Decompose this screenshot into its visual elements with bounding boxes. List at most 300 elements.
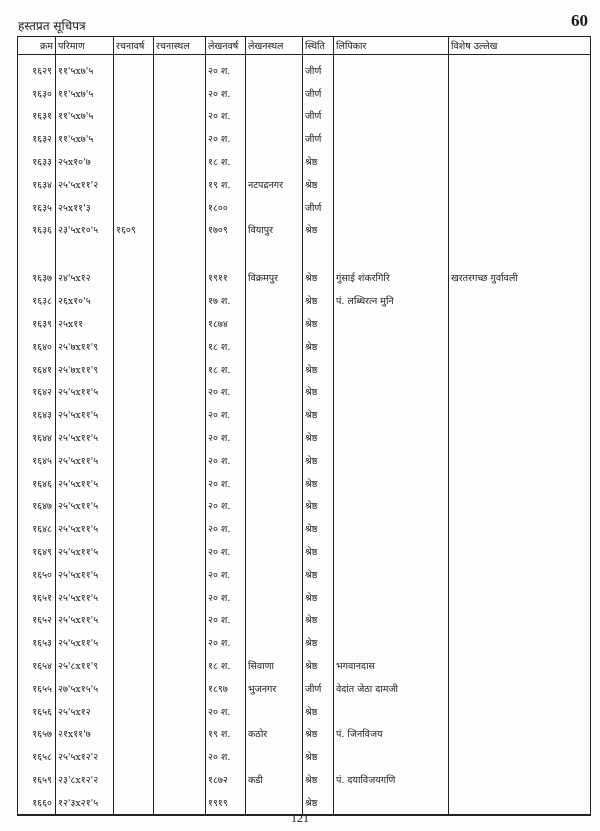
cell-special-note (449, 495, 591, 518)
cell-composition-year: १६०९ (114, 219, 154, 267)
table-row (18, 335, 591, 358)
cell-special-note (449, 335, 591, 358)
cell-condition: श्रेष्ठ (303, 609, 334, 632)
cell-special-note (449, 449, 591, 472)
cell-composition-year (114, 768, 154, 791)
cell-serial-no: १६३८ (18, 289, 56, 312)
cell-composition-place (154, 517, 206, 540)
table-row (18, 312, 591, 335)
cell-composition-place (154, 312, 206, 335)
cell-composition-year (114, 82, 154, 105)
cell-dimensions: २५x११'३ (56, 196, 114, 219)
cell-special-note (449, 700, 591, 723)
cell-composition-year (114, 267, 154, 290)
cell-composition-place (154, 586, 206, 609)
cell-dimensions: २५'५x११'५ (56, 381, 114, 404)
cell-writing-year: २० श. (206, 700, 246, 723)
cell-scribe (334, 745, 449, 768)
cell-condition: श्रेष्ठ (303, 517, 334, 540)
cell-scribe (334, 196, 449, 219)
cell-serial-no: १६३५ (18, 196, 56, 219)
cell-serial-no: १६५० (18, 563, 56, 586)
cell-composition-place (154, 723, 206, 746)
table-row (18, 723, 591, 746)
table-row (18, 105, 591, 128)
cell-writing-year: २० श. (206, 540, 246, 563)
cell-scribe (334, 312, 449, 335)
cell-writing-year: १९ श. (206, 173, 246, 196)
cell-dimensions: २५'५x११'५ (56, 449, 114, 472)
cell-composition-place (154, 82, 206, 105)
cell-scribe (334, 150, 449, 173)
cell-serial-no: १६५४ (18, 654, 56, 677)
cell-special-note (449, 723, 591, 746)
cell-condition: श्रेष्ठ (303, 495, 334, 518)
table-row (18, 745, 591, 768)
cell-scribe (334, 358, 449, 381)
cell-serial-no: १६५२ (18, 609, 56, 632)
cell-scribe: पं. जिनविजय (334, 723, 449, 746)
cell-serial-no: १६४२ (18, 381, 56, 404)
cell-writing-year: १९ श. (206, 723, 246, 746)
cell-writing-year: २० श. (206, 381, 246, 404)
cell-composition-year (114, 449, 154, 472)
cell-scribe (334, 700, 449, 723)
cell-dimensions: २५'७x११'९ (56, 335, 114, 358)
cell-serial-no: १६५७ (18, 723, 56, 746)
cell-writing-year: २० श. (206, 426, 246, 449)
cell-composition-place (154, 267, 206, 290)
cell-scribe (334, 631, 449, 654)
cell-writing-place: सिवाणा (246, 654, 303, 677)
cell-dimensions: २५'५x११'५ (56, 517, 114, 540)
cell-serial-no: १६४९ (18, 540, 56, 563)
cell-special-note (449, 586, 591, 609)
cell-composition-year (114, 312, 154, 335)
cell-writing-year: १८ श. (206, 654, 246, 677)
cell-composition-year (114, 540, 154, 563)
cell-composition-year (114, 358, 154, 381)
cell-writing-place: वियापुर (246, 219, 303, 267)
cell-scribe (334, 517, 449, 540)
page-number-top: 60 (571, 11, 588, 30)
cell-dimensions: २४'५x१२ (56, 267, 114, 290)
cell-writing-year: १८७४ (206, 312, 246, 335)
cell-condition: श्रेष्ठ (303, 150, 334, 173)
cell-special-note (449, 768, 591, 791)
cell-dimensions: २५'८x११'९ (56, 654, 114, 677)
cell-dimensions: २५'५x११'५ (56, 472, 114, 495)
table-row (18, 82, 591, 105)
cell-scribe (334, 219, 449, 267)
table-row (18, 768, 591, 791)
cell-special-note (449, 563, 591, 586)
cell-writing-year: १८ श. (206, 335, 246, 358)
cell-writing-year: २० श. (206, 127, 246, 150)
cell-composition-year (114, 335, 154, 358)
cell-writing-place (246, 426, 303, 449)
cell-scribe (334, 173, 449, 196)
table-row (18, 563, 591, 586)
page-number-bottom: 121 (291, 811, 309, 825)
table-row (18, 700, 591, 723)
page-title: हस्तप्रत सूचिपत्र (18, 19, 86, 33)
cell-condition: श्रेष्ठ (303, 358, 334, 381)
cell-composition-year (114, 654, 154, 677)
cell-scribe: गुंसाई शंकरगिरि (334, 267, 449, 290)
table-row (18, 631, 591, 654)
cell-composition-place (154, 654, 206, 677)
cell-serial-no: १६४४ (18, 426, 56, 449)
cell-dimensions: २५'५x११'५ (56, 426, 114, 449)
catalog-table (17, 36, 591, 816)
cell-serial-no: १६४६ (18, 472, 56, 495)
cell-writing-place (246, 150, 303, 173)
cell-dimensions: २५x११ (56, 312, 114, 335)
cell-condition: श्रेष्ठ (303, 267, 334, 290)
cell-serial-no: १६६० (18, 791, 56, 815)
cell-composition-place (154, 289, 206, 312)
cell-writing-year: १९१९ (206, 791, 246, 815)
cell-special-note (449, 403, 591, 426)
table-row (18, 196, 591, 219)
cell-writing-year: २० श. (206, 586, 246, 609)
cell-composition-place (154, 495, 206, 518)
cell-writing-year: २० श. (206, 82, 246, 105)
cell-condition: श्रेष्ठ (303, 745, 334, 768)
cell-serial-no: १६४७ (18, 495, 56, 518)
cell-writing-place (246, 312, 303, 335)
cell-special-note (449, 219, 591, 267)
cell-dimensions: २३'८x१२'२ (56, 768, 114, 791)
cell-special-note (449, 196, 591, 219)
cell-writing-place (246, 403, 303, 426)
cell-writing-place (246, 472, 303, 495)
cell-dimensions: २७'५x१५'५ (56, 677, 114, 700)
cell-serial-no: १६३२ (18, 127, 56, 150)
table-row (18, 127, 591, 150)
cell-scribe (334, 426, 449, 449)
cell-scribe (334, 105, 449, 128)
column-header-dimensions: परिमाण (56, 37, 114, 55)
cell-condition: श्रेष्ठ (303, 723, 334, 746)
cell-writing-place (246, 335, 303, 358)
cell-serial-no: १६४१ (18, 358, 56, 381)
cell-serial-no: १६३७ (18, 267, 56, 290)
cell-dimensions: २१x११'७ (56, 723, 114, 746)
cell-writing-place (246, 105, 303, 128)
cell-special-note (449, 517, 591, 540)
cell-writing-year: २० श. (206, 745, 246, 768)
cell-writing-year: १७०९ (206, 219, 246, 267)
table-row (18, 586, 591, 609)
cell-scribe (334, 381, 449, 404)
cell-composition-place (154, 609, 206, 632)
cell-composition-place (154, 127, 206, 150)
cell-writing-year: २० श. (206, 609, 246, 632)
cell-writing-place (246, 586, 303, 609)
cell-serial-no: १६५३ (18, 631, 56, 654)
cell-special-note (449, 745, 591, 768)
cell-condition: श्रेष्ठ (303, 335, 334, 358)
cell-condition: श्रेष्ठ (303, 563, 334, 586)
cell-special-note (449, 55, 591, 82)
cell-writing-place (246, 563, 303, 586)
cell-condition: श्रेष्ठ (303, 586, 334, 609)
table-row (18, 381, 591, 404)
table-row (18, 403, 591, 426)
cell-composition-year (114, 723, 154, 746)
cell-writing-year: २० श. (206, 403, 246, 426)
cell-scribe (334, 82, 449, 105)
cell-scribe (334, 563, 449, 586)
cell-composition-year (114, 381, 154, 404)
cell-condition: श्रेष्ठ (303, 219, 334, 267)
cell-scribe: भगवानदास (334, 654, 449, 677)
cell-scribe (334, 335, 449, 358)
cell-special-note (449, 654, 591, 677)
cell-condition: श्रेष्ठ (303, 472, 334, 495)
cell-writing-place (246, 55, 303, 82)
cell-writing-year: २० श. (206, 517, 246, 540)
cell-serial-no: १६५५ (18, 677, 56, 700)
cell-writing-place: कडी (246, 768, 303, 791)
cell-special-note (449, 289, 591, 312)
cell-dimensions: ११'५x७'५ (56, 82, 114, 105)
cell-condition: श्रेष्ठ (303, 700, 334, 723)
column-header-writing-year: लेखनवर्ष (206, 37, 246, 55)
column-header-serial-no: क्रम (18, 37, 56, 55)
cell-special-note (449, 631, 591, 654)
table-row (18, 150, 591, 173)
cell-composition-year (114, 609, 154, 632)
cell-writing-place (246, 449, 303, 472)
table-row (18, 677, 591, 700)
cell-composition-year (114, 55, 154, 82)
cell-dimensions: ११'५x७'५ (56, 127, 114, 150)
cell-composition-year (114, 403, 154, 426)
cell-dimensions: २५'५x११'५ (56, 609, 114, 632)
cell-special-note (449, 677, 591, 700)
cell-composition-year (114, 196, 154, 219)
cell-composition-place (154, 631, 206, 654)
cell-writing-year: २० श. (206, 495, 246, 518)
cell-writing-place (246, 196, 303, 219)
cell-serial-no: १६४५ (18, 449, 56, 472)
cell-scribe: वेदांत जेठा दामजी (334, 677, 449, 700)
cell-scribe (334, 609, 449, 632)
cell-writing-place (246, 289, 303, 312)
cell-condition: श्रेष्ठ (303, 381, 334, 404)
cell-composition-year (114, 173, 154, 196)
cell-special-note (449, 381, 591, 404)
cell-condition: श्रेष्ठ (303, 540, 334, 563)
cell-writing-place (246, 700, 303, 723)
cell-condition: श्रेष्ठ (303, 449, 334, 472)
cell-scribe (334, 540, 449, 563)
cell-serial-no: १६३९ (18, 312, 56, 335)
cell-scribe (334, 586, 449, 609)
cell-scribe: पं. लब्धिरत्न मुनि (334, 289, 449, 312)
cell-condition: जीर्ण (303, 677, 334, 700)
column-header-writing-place: लेखनस्थल (246, 37, 303, 55)
cell-writing-place: कठोर (246, 723, 303, 746)
cell-serial-no: १६५१ (18, 586, 56, 609)
cell-composition-place (154, 335, 206, 358)
cell-composition-place (154, 358, 206, 381)
cell-condition: जीर्ण (303, 55, 334, 82)
cell-condition: श्रेष्ठ (303, 173, 334, 196)
cell-composition-place (154, 677, 206, 700)
column-header-composition-place: रचनास्थल (154, 37, 206, 55)
cell-special-note (449, 312, 591, 335)
table-row (18, 289, 591, 312)
cell-composition-year (114, 586, 154, 609)
table-header-row (18, 37, 591, 55)
cell-scribe: पं. दयाविजयगणि (334, 768, 449, 791)
cell-writing-year: २० श. (206, 55, 246, 82)
cell-serial-no: १६५६ (18, 700, 56, 723)
cell-serial-no: १६३६ (18, 219, 56, 267)
cell-special-note (449, 127, 591, 150)
cell-dimensions: २५'५x११'५ (56, 540, 114, 563)
cell-composition-year (114, 150, 154, 173)
cell-scribe (334, 449, 449, 472)
cell-condition: श्रेष्ठ (303, 791, 334, 815)
cell-composition-place (154, 449, 206, 472)
cell-composition-year (114, 631, 154, 654)
cell-composition-year (114, 127, 154, 150)
cell-special-note (449, 358, 591, 381)
cell-composition-year (114, 563, 154, 586)
cell-dimensions: २५'५x११'५ (56, 495, 114, 518)
cell-dimensions: २३'५x१०'५ (56, 219, 114, 267)
cell-condition: श्रेष्ठ (303, 631, 334, 654)
cell-serial-no: १६२९ (18, 55, 56, 82)
column-header-composition-year: रचनावर्ष (114, 37, 154, 55)
cell-composition-place (154, 472, 206, 495)
cell-writing-year: १८७२ (206, 768, 246, 791)
cell-composition-place (154, 381, 206, 404)
cell-special-note (449, 609, 591, 632)
cell-writing-year: १८९७ (206, 677, 246, 700)
cell-dimensions: २५'५x११'५ (56, 631, 114, 654)
cell-composition-year (114, 700, 154, 723)
cell-dimensions: २६x१०'५ (56, 289, 114, 312)
cell-writing-year: २० श. (206, 105, 246, 128)
table-row (18, 472, 591, 495)
cell-special-note (449, 150, 591, 173)
cell-condition: जीर्ण (303, 127, 334, 150)
cell-writing-year: १७ श. (206, 289, 246, 312)
cell-special-note (449, 173, 591, 196)
cell-scribe (334, 495, 449, 518)
cell-writing-year: १८०० (206, 196, 246, 219)
cell-composition-year (114, 472, 154, 495)
cell-composition-place (154, 105, 206, 128)
cell-condition: श्रेष्ठ (303, 426, 334, 449)
cell-condition: जीर्ण (303, 196, 334, 219)
cell-composition-place (154, 745, 206, 768)
table-row (18, 267, 591, 290)
cell-dimensions: २५'५x११'५ (56, 586, 114, 609)
cell-serial-no: १६४० (18, 335, 56, 358)
column-header-condition: स्थिति (303, 37, 334, 55)
cell-special-note (449, 105, 591, 128)
cell-composition-year (114, 426, 154, 449)
cell-writing-place: भुजनगर (246, 677, 303, 700)
cell-writing-year: १८ श. (206, 150, 246, 173)
cell-composition-place (154, 150, 206, 173)
cell-composition-place (154, 219, 206, 267)
cell-composition-place (154, 768, 206, 791)
cell-condition: श्रेष्ठ (303, 289, 334, 312)
cell-composition-year (114, 495, 154, 518)
cell-condition: जीर्ण (303, 105, 334, 128)
cell-serial-no: १६५९ (18, 768, 56, 791)
cell-composition-year (114, 289, 154, 312)
cell-serial-no: १६४३ (18, 403, 56, 426)
cell-condition: श्रेष्ठ (303, 403, 334, 426)
cell-special-note (449, 82, 591, 105)
cell-composition-year (114, 517, 154, 540)
cell-writing-place (246, 82, 303, 105)
cell-dimensions: ११'५x७'५ (56, 55, 114, 82)
cell-dimensions: २५'५x११'५ (56, 403, 114, 426)
cell-dimensions: २५'५x१२ (56, 700, 114, 723)
cell-writing-place (246, 609, 303, 632)
cell-writing-place (246, 540, 303, 563)
column-header-scribe: लिपिकार (334, 37, 449, 55)
column-header-special-note: विशेष उल्लेख (449, 37, 591, 55)
cell-scribe (334, 403, 449, 426)
cell-scribe (334, 472, 449, 495)
table-row (18, 219, 591, 267)
cell-serial-no: १६५८ (18, 745, 56, 768)
table-row (18, 358, 591, 381)
cell-composition-year (114, 105, 154, 128)
cell-writing-place (246, 127, 303, 150)
cell-composition-place (154, 196, 206, 219)
cell-condition: श्रेष्ठ (303, 654, 334, 677)
cell-dimensions: १२'३x२१'५ (56, 791, 114, 815)
cell-dimensions: २५'५x११'२ (56, 173, 114, 196)
cell-writing-year: २० श. (206, 563, 246, 586)
table-row (18, 517, 591, 540)
cell-dimensions: २५'५x११'५ (56, 563, 114, 586)
table-row (18, 426, 591, 449)
cell-writing-place (246, 517, 303, 540)
cell-writing-place: नटपद्रनगर (246, 173, 303, 196)
cell-composition-place (154, 55, 206, 82)
cell-writing-place (246, 631, 303, 654)
cell-special-note: खरतरगच्छ गुर्वावली (449, 267, 591, 290)
cell-composition-place (154, 700, 206, 723)
cell-scribe (334, 127, 449, 150)
cell-writing-year: २० श. (206, 449, 246, 472)
cell-writing-place (246, 381, 303, 404)
cell-serial-no: १६३३ (18, 150, 56, 173)
cell-special-note (449, 540, 591, 563)
cell-special-note (449, 426, 591, 449)
cell-writing-place (246, 358, 303, 381)
cell-composition-place (154, 173, 206, 196)
cell-dimensions: २५'७x११'९ (56, 358, 114, 381)
cell-composition-place (154, 563, 206, 586)
cell-composition-year (114, 677, 154, 700)
table-row (18, 654, 591, 677)
table-row (18, 55, 591, 82)
